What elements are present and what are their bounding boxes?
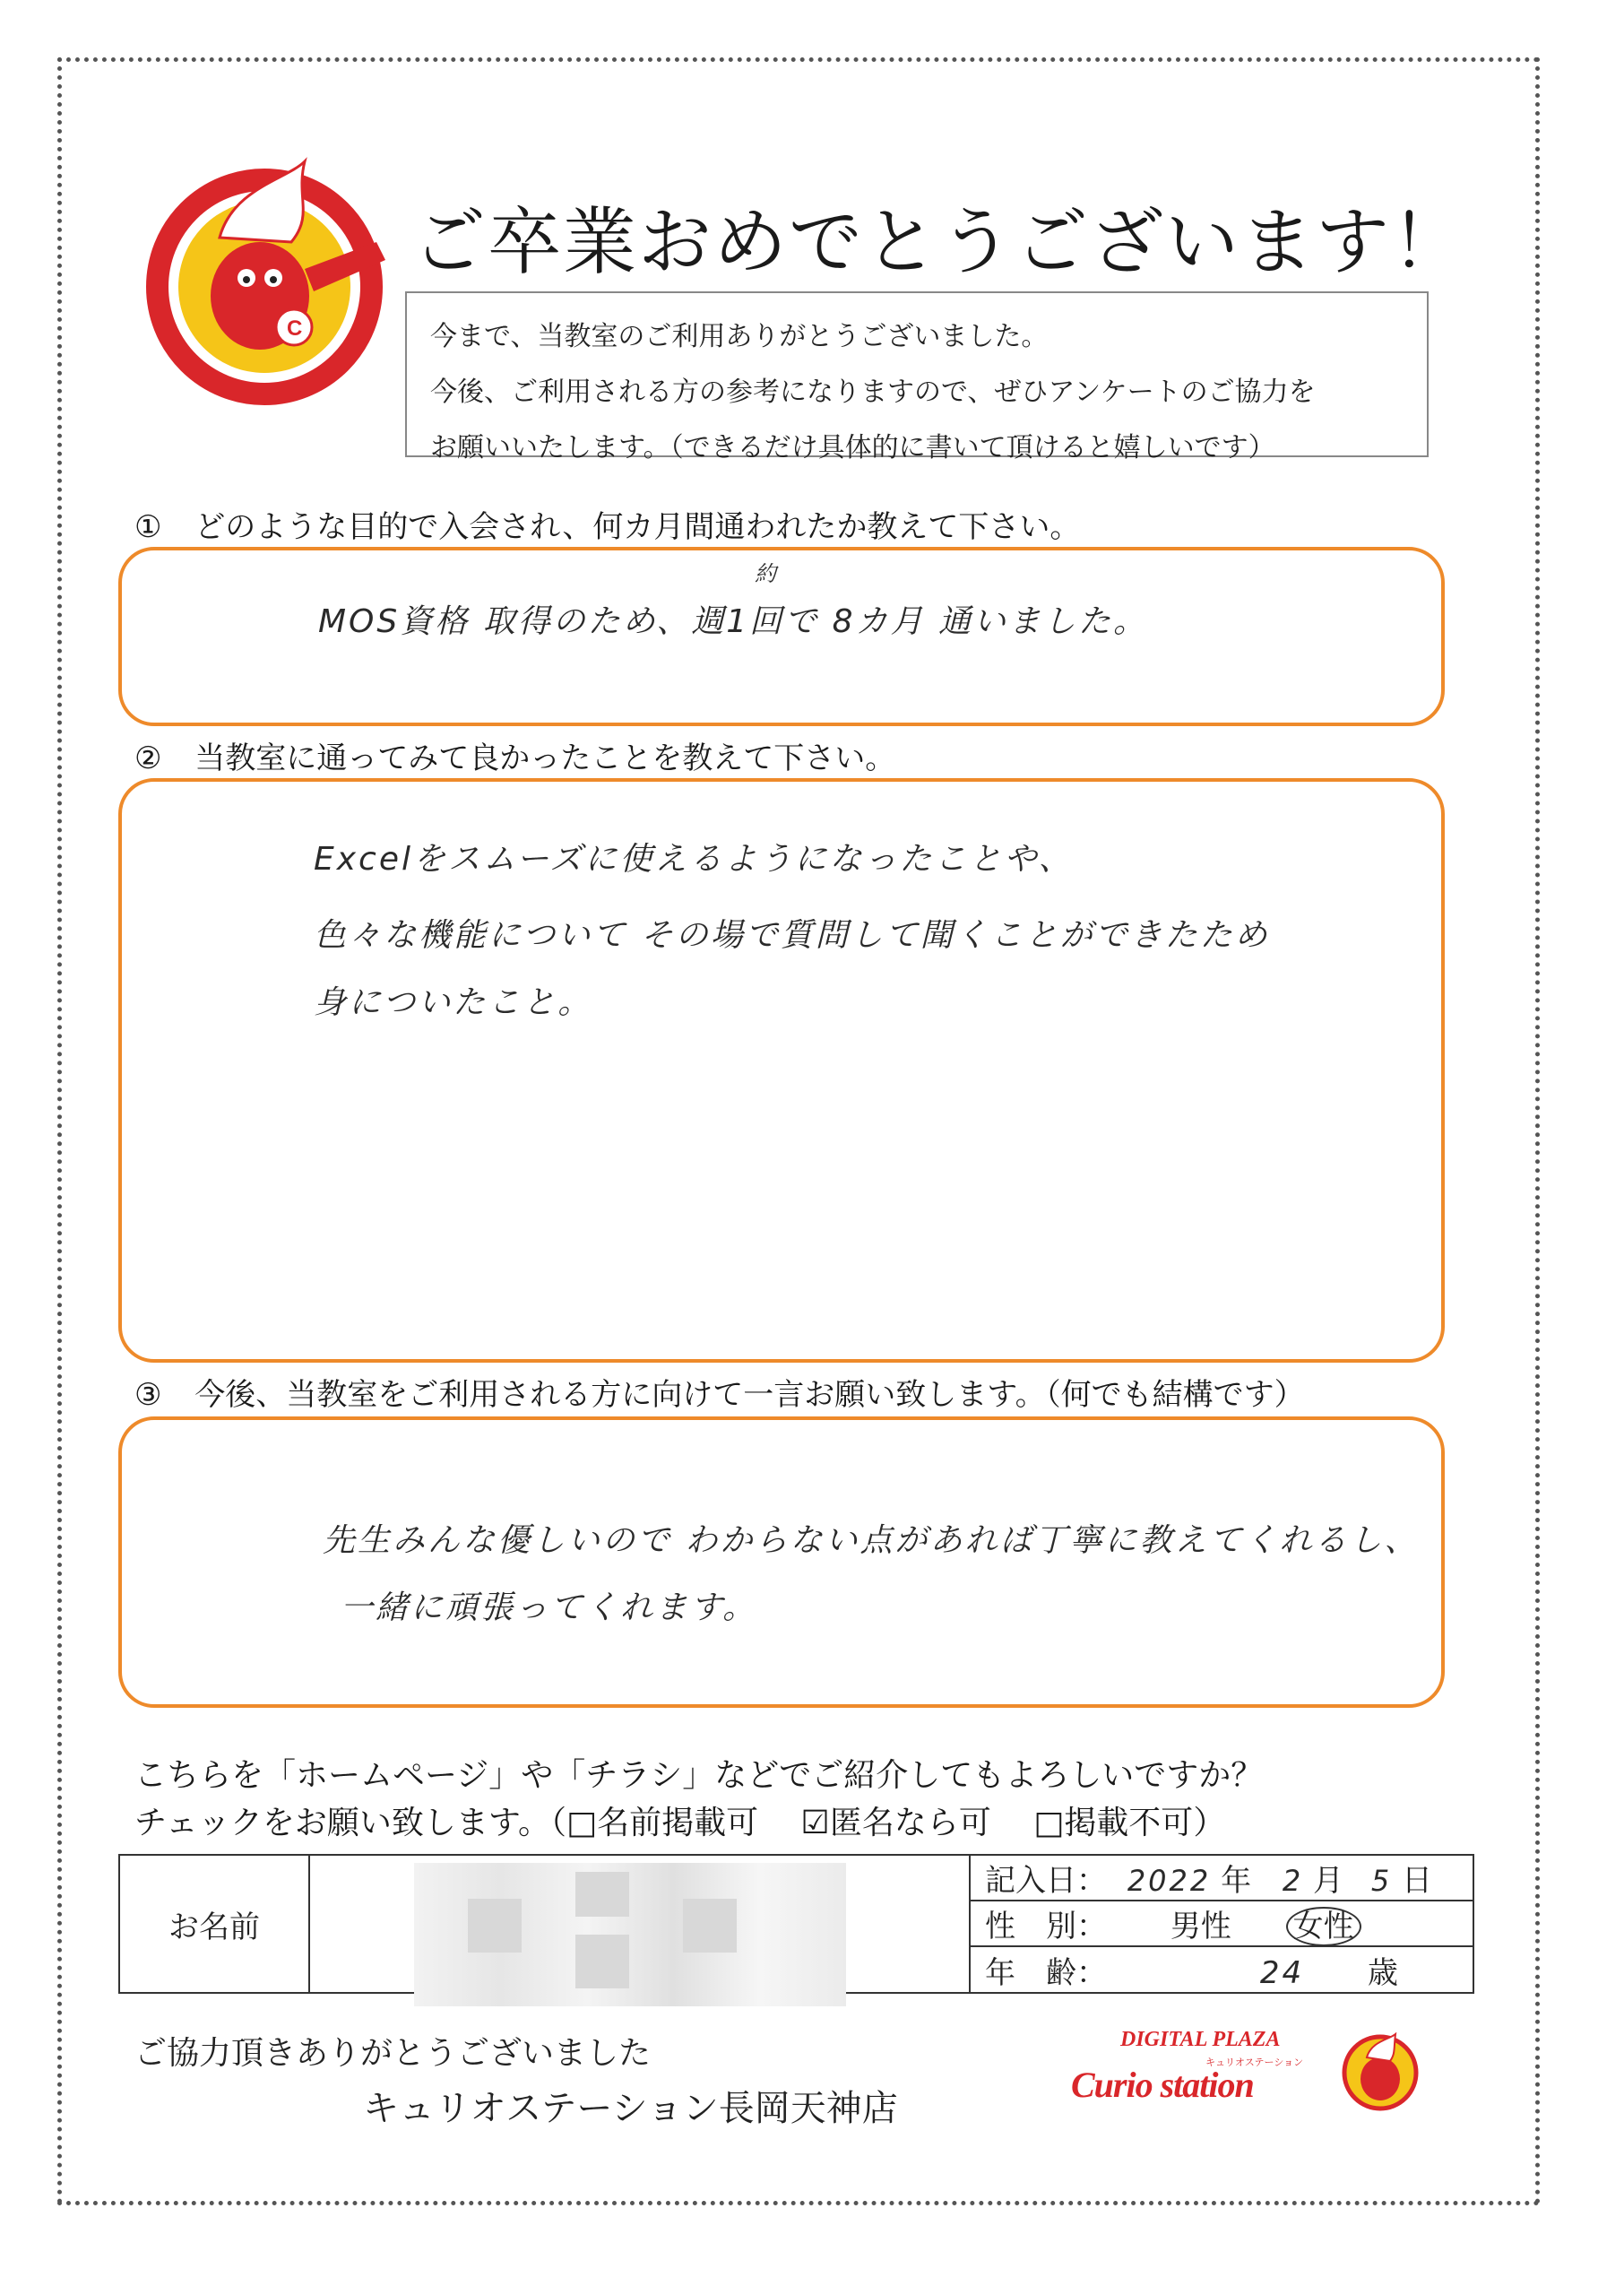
option-label: 名前掲載可 xyxy=(597,1805,759,1841)
date-year: 2022 xyxy=(1127,1864,1212,1898)
age-label: 年 齢： xyxy=(985,1954,1107,1991)
age-unit: 歳 xyxy=(1367,1954,1398,1991)
option-label: 掲載不可 xyxy=(1064,1805,1194,1841)
question-number: ① xyxy=(134,509,162,545)
checkbox-unchecked[interactable]: □ xyxy=(566,1805,598,1841)
year-unit: 年 xyxy=(1221,1863,1252,1899)
question-number: ③ xyxy=(134,1377,162,1413)
intro-line: 今まで、当教室のご利用ありがとうございました。 xyxy=(430,321,1049,352)
question-1 xyxy=(134,502,1080,546)
question-number: ② xyxy=(134,740,162,776)
option-label: 匿名なら可 xyxy=(829,1805,991,1841)
gender-label: 性 別： xyxy=(985,1909,1107,1944)
date-month: 2 xyxy=(1282,1864,1304,1898)
brand-logo xyxy=(1071,2028,1430,2117)
day-unit: 日 xyxy=(1402,1863,1433,1899)
month-unit: 月 xyxy=(1313,1863,1344,1899)
mascot-logo-icon xyxy=(134,143,403,412)
age-row xyxy=(970,1946,1473,1993)
consent-question: こちらを「ホームページ」や「チラシ」などでご紹介してもよろしいですか？ xyxy=(134,1757,1264,1794)
name-label: お名前 xyxy=(119,1855,309,1993)
age-value: 24 xyxy=(1259,1954,1305,1991)
question-text: 当教室に通ってみて良かったことを教えて下さい。 xyxy=(194,740,896,776)
question-2 xyxy=(134,733,895,777)
store-name: キュリオステーション長岡天神店 xyxy=(363,2088,898,2129)
intro-line: お願いいたします。（できるだけ具体的に書いて頂けると嬉しいです） xyxy=(430,432,1275,463)
gender-row xyxy=(970,1901,1473,1946)
checkbox-checked[interactable]: ☑ xyxy=(800,1805,830,1841)
gender-female-circled: 女性 xyxy=(1286,1907,1361,1946)
thanks-text: ご協力頂きありがとうございました xyxy=(134,2035,652,2072)
answer-text: MOS資格 取得のため、週1回で 8カ月 通いました。 xyxy=(318,603,1148,640)
consent-suffix: ） xyxy=(1193,1805,1226,1841)
mascot-small-icon xyxy=(1340,2032,1421,2113)
date-row xyxy=(970,1855,1473,1901)
intro-line: 今後、ご利用される方の参考になりますので、ぜひアンケートのご協力を xyxy=(430,377,1316,408)
question-text: 今後、当教室をご利用される方に向けて一言お願い致します。（何でも結構です） xyxy=(194,1377,1305,1413)
date-day: 5 xyxy=(1370,1864,1393,1898)
brand-top: DIGITAL PLAZA xyxy=(1120,2028,1281,2051)
annotation-mark: 約 xyxy=(755,561,779,586)
answer-text: 身についたこと。 xyxy=(314,984,593,1021)
school-logo xyxy=(134,143,403,412)
name-redaction xyxy=(414,1863,846,2006)
date-label: 記入日： xyxy=(985,1863,1107,1899)
answer-text: 色々な機能について その場で質問して聞くことができたため xyxy=(314,917,1270,954)
svg-text:C: C xyxy=(287,316,303,341)
gender-male: 男性 xyxy=(1170,1909,1231,1944)
answer-text: 先生みんな優しいので わからない点があれば丁寧に教えてくれるし、 xyxy=(323,1522,1420,1559)
consent-prefix: チェックをお願い致します。（ xyxy=(134,1805,567,1841)
checkbox-unchecked[interactable]: □ xyxy=(1033,1805,1065,1841)
question-text: どのような目的で入会され、何カ月間通われたか教えて下さい。 xyxy=(194,509,1081,545)
answer-text: 一緒に頑張ってくれます。 xyxy=(341,1589,758,1626)
brand-kana: キュリオステーション xyxy=(1205,2057,1304,2068)
answer-text: Excelをスムーズに使えるようになったことや、 xyxy=(314,841,1074,878)
question-3 xyxy=(134,1370,1305,1414)
answer-box-3 xyxy=(118,1416,1445,1708)
brand-main: Curio station xyxy=(1071,2065,1254,2105)
intro-box xyxy=(405,291,1429,463)
page-title: ご卒業おめでとうございます！ xyxy=(412,200,1467,285)
consent-options xyxy=(134,1797,1225,1843)
